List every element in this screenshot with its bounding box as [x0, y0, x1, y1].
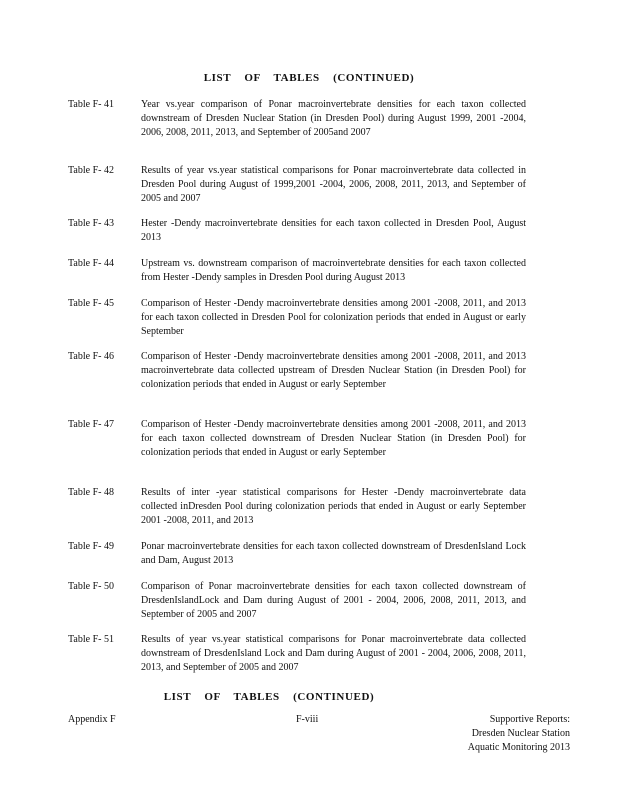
table-number: Table F- 49: [68, 541, 114, 552]
list-item: [0, 633, 618, 686]
table-number: Table F- 46: [68, 351, 114, 362]
list-item: [0, 164, 618, 217]
table-description: Results of year vs.year statistical comparisons for Ponar macroinvertebrate data collected in Dresden Pool during August of 1999,2001 -2004, 2006, 2008, 2011, 2013, and September of 2005 and 2007: [141, 165, 526, 204]
table-description: Comparison of Hester -Dendy macroinvertebrate densities among 2001 -2008, 2011, and 2013 for each taxon collected downstream of Dresden Nuclear Station (in Dresden Pool) for colonization periods that ended in August or early September: [141, 419, 526, 458]
table-number: Table F- 42: [68, 165, 114, 176]
appendix-label: Appendix F: [68, 714, 116, 725]
table-description: Ponar macroinvertebrate densities for each taxon collected downstream of DresdenIsland Lock and Dam, August 2013: [141, 541, 526, 566]
list-item: [0, 540, 618, 580]
table-number: Table F- 44: [68, 258, 114, 269]
table-number: Table F- 45: [68, 298, 114, 309]
repeated-title: LIST OF TABLES (CONTINUED): [163, 691, 375, 703]
report-line-3: Aquatic Monitoring 2013: [467, 741, 570, 753]
page-number: F-viii: [296, 714, 319, 725]
report-line-2: Dresden Nuclear Station: [471, 727, 570, 739]
table-description: Comparison of Hester -Dendy macroinvertebrate densities among 2001 -2008, 2011, and 2013 for each taxon collected in Dresden Pool for colonization periods that ended in August or early September: [141, 298, 526, 337]
table-number: Table F- 43: [68, 218, 114, 229]
report-line-1: Supportive Reports:: [489, 714, 570, 725]
list-item: [0, 257, 618, 297]
table-description: Comparison of Hester -Dendy macroinvertebrate densities among 2001 -2008, 2011, and 2013 macroinvertebrate data collected upstream of Dresden Nuclear Station (in Dresden Pool) for colonization periods that ended in August or early September: [141, 351, 526, 390]
page-title: LIST OF TABLES (CONTINUED): [203, 72, 415, 84]
report-info: [468, 713, 570, 755]
table-description: Upstream vs. downstream comparison of macroinvertebrate densities for each taxon collected from Hester -Dendy samples in Dresden Pool during August 2013: [141, 258, 526, 283]
table-description: Results of inter -year statistical comparisons for Hester -Dendy macroinvertebrate data collected inDresden Pool during colonization periods that ended in August or early September 2001 -2008, 2011, and 2013: [141, 487, 526, 526]
list-item: [0, 580, 618, 633]
table-list: [0, 98, 618, 686]
table-number: Table F- 48: [68, 487, 114, 498]
list-item: [0, 297, 618, 350]
list-item: [0, 98, 618, 164]
table-number: Table F- 41: [68, 99, 114, 110]
table-number: Table F- 50: [68, 581, 114, 592]
list-item: [0, 217, 618, 257]
table-description: Results of year vs.year statistical comparisons for Ponar macroinvertebrate data collected downstream of DresdenIsland Lock and Dam during August of 2001 - 2004, 2006, 2008, 2011, 2013, and September of 2005 and 2007: [141, 634, 526, 673]
table-number: Table F- 47: [68, 419, 114, 430]
list-item: [0, 350, 618, 418]
table-description: Year vs.year comparison of Ponar macroinvertebrate densities for each taxon collected downstream of Dresden Nuclear Station (in Dresden Pool) during August 1999, 2001 -2004, 2006, 2008, 2011, 2013, and September of 2005and 2007: [141, 99, 526, 138]
table-description: Hester -Dendy macroinvertebrate densities for each taxon collected in Dresden Pool, August 2013: [141, 218, 526, 243]
list-item: [0, 418, 618, 486]
table-description: Comparison of Ponar macroinvertebrate densities for each taxon collected downstream of DresdenIslandLock and Dam during August of 2001 - 2004, 2006, 2008, 2011, 2013, and September of 2005 and 2007: [141, 581, 526, 620]
list-item: [0, 486, 618, 540]
table-number: Table F- 51: [68, 634, 114, 645]
